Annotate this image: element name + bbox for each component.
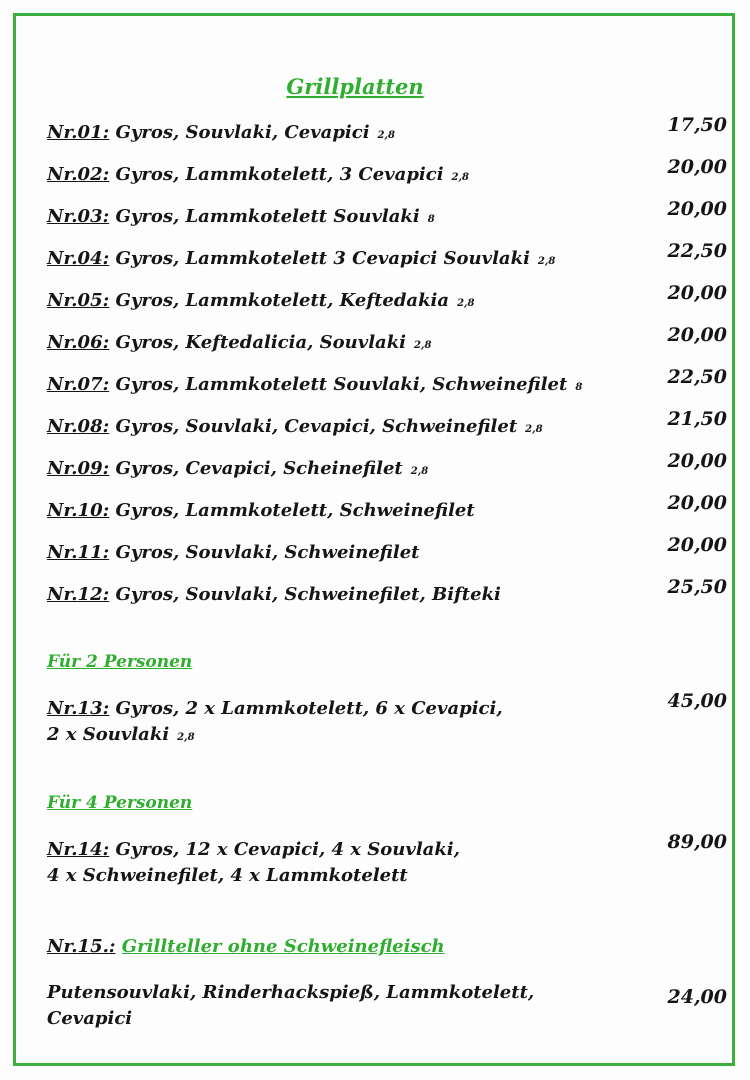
- section-heading-4-persons: Für 4 Personen: [47, 793, 193, 813]
- item-note: 8: [427, 214, 435, 225]
- item-description-line1: Gyros, 12 x Cevapici, 4 x Souvlaki,: [115, 839, 460, 860]
- item-description-line2: 2 x Souvlaki: [47, 724, 170, 745]
- item-note: 2,8: [457, 298, 475, 309]
- menu-item-02: [47, 156, 727, 191]
- item-description: Gyros, Lammkotelett 3 Cevapici Souvlaki: [115, 248, 530, 269]
- menu-item-15: [47, 980, 727, 1032]
- menu-item-04: [47, 240, 727, 275]
- section-heading-2-persons: Für 2 Personen: [47, 652, 193, 672]
- page-title: Grillplatten: [286, 74, 424, 99]
- item-price: 22,50: [667, 366, 727, 388]
- item-price: 20,00: [667, 282, 727, 304]
- item-note: 2,8: [451, 172, 469, 183]
- item-price: 89,00: [667, 831, 727, 853]
- item-note: 2,8: [410, 466, 429, 477]
- item-price: 20,00: [667, 324, 727, 346]
- item-description: Gyros, Souvlaki, Cevapici, Schweinefilet: [115, 416, 518, 437]
- item-price: 45,00: [667, 690, 727, 712]
- item-number: Nr.02:: [47, 164, 110, 185]
- item-price: 20,00: [667, 492, 727, 514]
- menu-item-14: [47, 831, 727, 889]
- item-description: Gyros, Souvlaki, Cevapici: [115, 122, 370, 143]
- item-price: 25,50: [667, 576, 727, 598]
- item-number: Nr.04:: [47, 248, 110, 269]
- item-number: Nr.06:: [47, 332, 110, 353]
- item-description: Gyros, Souvlaki, Schweinefilet: [115, 542, 420, 563]
- item-description: Gyros, Cevapici, Scheinefilet: [115, 458, 403, 479]
- item-description: Gyros, Lammkotelett Souvlaki, Schweinefilet: [115, 374, 568, 395]
- item-description: Gyros, Lammkotelett, 3 Cevapici: [115, 164, 444, 185]
- item-number: Nr.14:: [47, 839, 110, 860]
- item-description: Gyros, Lammkotelett, Schweinefilet: [115, 500, 475, 521]
- item-description: Gyros, Lammkotelett Souvlaki: [115, 206, 420, 227]
- item-number: Nr.11:: [47, 542, 110, 563]
- menu-item-01: [47, 114, 727, 149]
- item-note: 2,8: [377, 130, 395, 141]
- item-number: Nr.03:: [47, 206, 110, 227]
- item-price: 17,50: [667, 114, 727, 136]
- item-number: Nr.10:: [47, 500, 110, 521]
- item-number: Nr.05:: [47, 290, 110, 311]
- item-description-line2: 4 x Schweinefilet, 4 x Lammkotelett: [47, 865, 408, 886]
- item-price: 20,00: [667, 156, 727, 178]
- menu-item-13: [47, 690, 727, 751]
- item-number: Nr.15.:: [47, 936, 116, 957]
- item-price: 24,00: [667, 986, 727, 1008]
- item-heading: Grillteller ohne Schweinefleisch: [121, 936, 445, 957]
- item-description-line1: Putensouvlaki, Rinderhackspieß, Lammkotelett,: [47, 982, 535, 1003]
- menu-item-05: [47, 282, 727, 317]
- item-description: Gyros, Keftedalicia, Souvlaki: [115, 332, 407, 353]
- menu-item-03: [47, 198, 727, 233]
- menu-item-08: [47, 408, 727, 443]
- item-note: 2,8: [177, 732, 195, 743]
- item-price: 20,00: [667, 450, 727, 472]
- menu-item-06: [47, 324, 727, 359]
- item-price: 21,50: [667, 408, 727, 430]
- menu-item-11: [47, 534, 727, 566]
- menu-item-09: [47, 450, 727, 485]
- item-number: Nr.07:: [47, 374, 110, 395]
- item-number: Nr.08:: [47, 416, 110, 437]
- item-note: 2,8: [414, 340, 432, 351]
- item-note: 2,8: [525, 424, 543, 435]
- menu-item-15-heading: [47, 934, 727, 960]
- item-price: 22,50: [667, 240, 727, 262]
- item-price: 20,00: [667, 534, 727, 556]
- item-number: Nr.13:: [47, 698, 110, 719]
- menu-item-10: [47, 492, 727, 524]
- menu-item-12: [47, 576, 727, 608]
- item-price: 20,00: [667, 198, 727, 220]
- menu-item-07: [47, 366, 727, 401]
- item-description-line2: Cevapici: [47, 1008, 133, 1029]
- item-number: Nr.01:: [47, 122, 110, 143]
- item-description-line1: Gyros, 2 x Lammkotelett, 6 x Cevapici,: [115, 698, 503, 719]
- item-description: Gyros, Lammkotelett, Keftedakia: [115, 290, 450, 311]
- item-number: Nr.09:: [47, 458, 110, 479]
- item-note: 2,8: [537, 256, 556, 267]
- item-note: 8: [575, 382, 583, 393]
- item-description: Gyros, Souvlaki, Schweinefilet, Bifteki: [115, 584, 501, 605]
- item-number: Nr.12:: [47, 584, 110, 605]
